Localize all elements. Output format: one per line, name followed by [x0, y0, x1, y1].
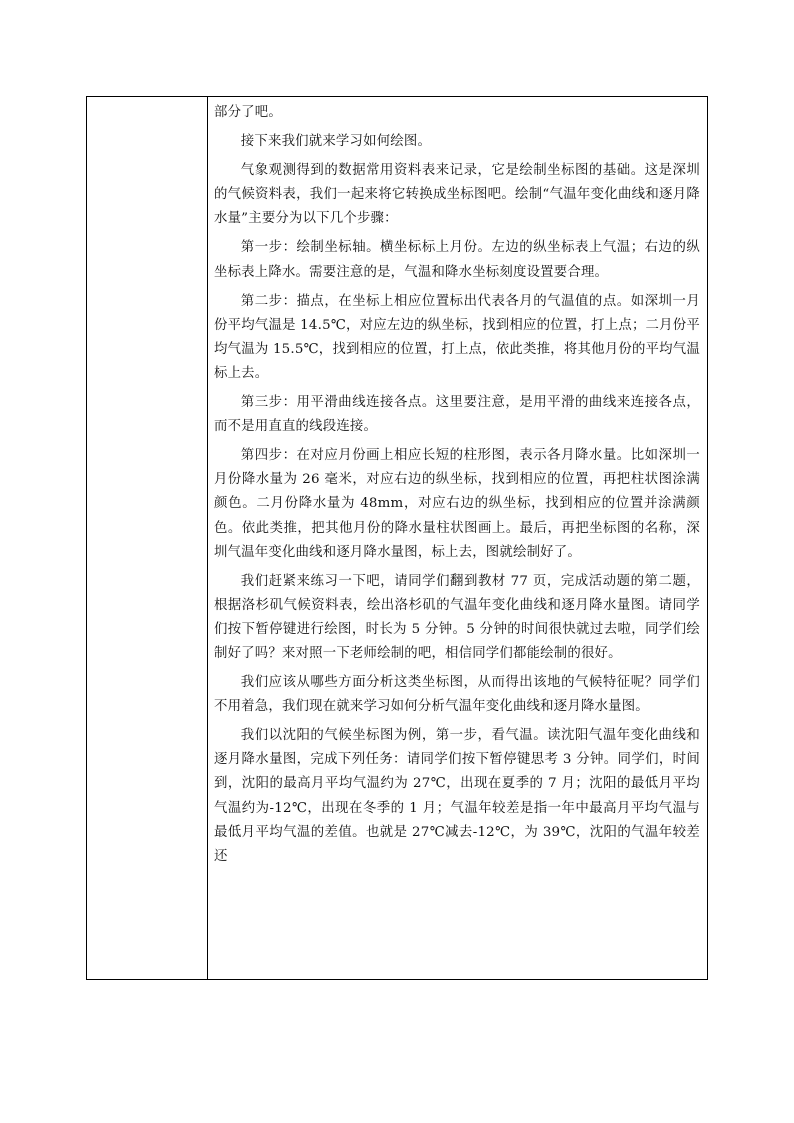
table-content-cell — [208, 97, 707, 979]
paragraph-4: 第一步：绘制坐标轴。横坐标标上月份。左边的纵坐标表上气温；右边的纵坐标表上降水。需要注意的是，气温和降水坐标刻度设置要合理。 — [214, 240, 700, 280]
paragraph-6: 第三步：用平滑曲线连接各点。这里要注意，是用平滑的曲线来连接各点，而不是用直直的线段连接。 — [214, 395, 700, 435]
paragraph-2: 接下来我们就来学习如何绘图。 — [240, 134, 432, 150]
paragraph-8: 我们赶紧来练习一下吧，请同学们翻到教材 77 页，完成活动题的第二题，根据洛杉矶气候资料表，绘出洛杉矶的气温年变化曲线和逐月降水量图。请同学们按下暂停键进行绘图，时长为 5 分钟。5 分钟的时间很快就过去啦，同学们绘制好了吗？来对照一下老师绘制的吧，相信同学们都能绘制的很好。 — [214, 573, 700, 661]
paragraph-10: 我们以沈阳的气候坐标图为例，第一步，看气温。读沈阳气温年变化曲线和逐月降水量图，完成下列任务：请同学们按下暂停键思考 3 分钟。同学们，时间到，沈阳的最高月平均气温约为 27℃，出现在夏季的 7 月；沈阳的最低月平均气温约为-12℃，出现在冬季的 1 月；气温年较差是指一年中最高月平均气温与最低月平均气温的差值。也就是 27℃减去-12℃，为 39℃，沈阳的气温年较差还 — [214, 728, 700, 864]
paragraph-9: 我们应该从哪些方面分析这类坐标图，从而得出该地的气候特征呢？同学们不用着急，我们现在就来学习如何分析气温年变化曲线和逐月降水量图。 — [214, 675, 700, 715]
paragraph-3: 气象观测得到的数据常用资料表来记录，它是绘制坐标图的基础。这是深圳的气候资料表，我们一起来将它转换成坐标图吧。绘制“气温年变化曲线和逐月降水量”主要分为以下几个步骤： — [214, 163, 700, 227]
lesson-table — [86, 96, 708, 980]
paragraph-1: 部分了吧。 — [214, 105, 282, 120]
paragraph-5: 第二步：描点，在坐标上相应位置标出代表各月的气温值的点。如深圳一月份平均气温是 14.5℃，对应左边的纵坐标，找到相应的位置，打上点；二月份平均气温为 15.5℃，找到相应的位置，打上点，依此类推，将其他月份的平均气温标上去。 — [214, 293, 700, 381]
paragraph-7: 第四步：在对应月份画上相应长短的柱形图，表示各月降水量。比如深圳一月份降水量为 26 毫米，对应右边的纵坐标，找到相应的位置，再把柱状图涂满颜色。二月份降水量为 48mm，对应右边的纵坐标，找到相应的位置并涂满颜色。依此类推，把其他月份的降水量柱状图画上。最后，再把坐标图的名称，深圳气温年变化曲线和逐月降水量图，标上去，图就绘制好了。 — [214, 448, 700, 560]
table-label-cell — [87, 97, 208, 979]
